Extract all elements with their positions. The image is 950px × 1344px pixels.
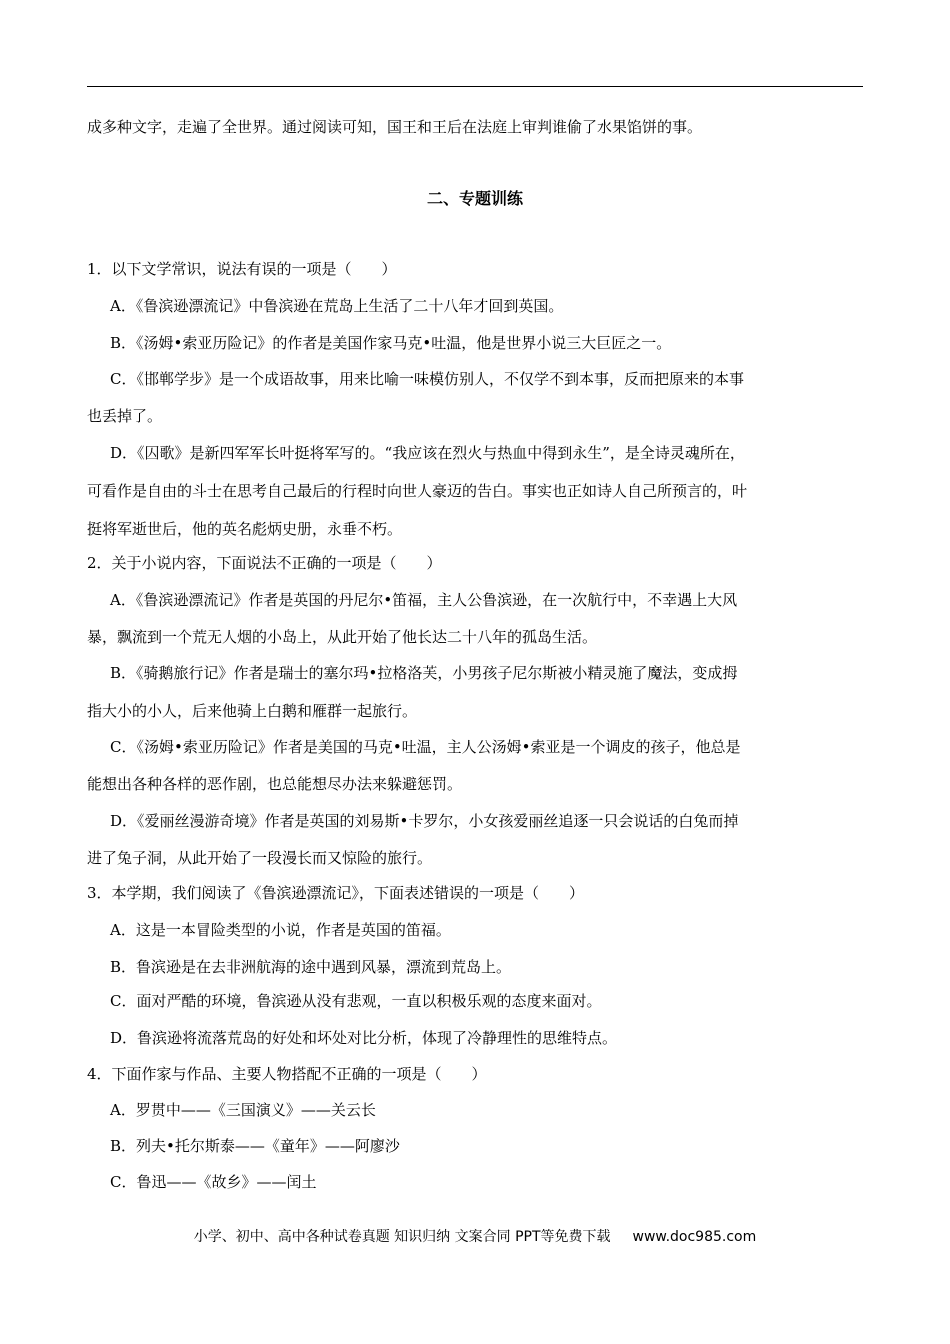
q4-option-b: B．列夫•托尔斯泰——《童年》——阿廖沙 [110,1137,400,1155]
q4-stem: 4．下面作家与作品、主要人物搭配不正确的一项是（ ） [87,1065,487,1083]
q2-option-c-cont: 能想出各种各样的恶作剧，也总能想尽办法来躲避惩罚。 [87,775,463,793]
q4-option-a: A．罗贯中——《三国演义》——关云长 [110,1101,376,1119]
q2-stem: 2．关于小说内容，下面说法不正确的一项是（ ） [87,554,442,572]
q2-option-d: D．《爱丽丝漫游奇境》作者是英国的刘易斯•卡罗尔，小女孩爱丽丝追逐一只会说话的白兔而掉 [110,812,739,830]
q2-option-a: A．《鲁滨逊漂流记》作者是英国的丹尼尔•笛福，主人公鲁滨逊，在一次航行中，不幸遇上大风 [110,591,738,609]
q2-option-d-cont: 进了兔子洞，从此开始了一段漫长而又惊险的旅行。 [87,849,433,867]
q1-option-b: B．《汤姆•索亚历险记》的作者是美国作家马克•吐温，他是世界小说三大巨匠之一。 [110,334,672,352]
q3-option-b: B．鲁滨逊是在去非洲航海的途中遇到风暴，漂流到荒岛上。 [110,958,512,976]
q2-option-c: C．《汤姆•索亚历险记》作者是美国的马克•吐温，主人公汤姆•索亚是一个调皮的孩子，他总是 [110,738,741,756]
q3-stem: 3．本学期，我们阅读了《鲁滨逊漂流记》，下面表述错误的一项是（ ） [87,884,585,902]
q1-option-d: D．《囚歌》是新四军军长叶挺将军写的。“我应该在烈火与热血中得到永生”，是全诗灵魂所在， [110,444,745,462]
footer-url[interactable]: www.doc985.com [632,1229,757,1245]
q2-option-a-cont: 暴，飘流到一个荒无人烟的小岛上，从此开始了他长达二十八年的孤岛生活。 [87,628,598,646]
q3-option-d: D．鲁滨逊将流落荒岛的好处和坏处对比分析，体现了冷静理性的思维特点。 [110,1029,618,1047]
section-title: 二、专题训练 [426,189,523,208]
q2-option-b: B．《骑鹅旅行记》作者是瑞士的塞尔玛•拉格洛芙，小男孩子尼尔斯被小精灵施了魔法，变成拇 [110,664,738,682]
q1-stem: 1．以下文学常识，说法有误的一项是（ ） [87,260,397,278]
q1-option-a: A．《鲁滨逊漂流记》中鲁滨逊在荒岛上生活了二十八年才回到英国。 [110,297,564,315]
intro-line: 成多种文字，走遍了全世界。通过阅读可知，国王和王后在法庭上审判谁偷了水果馅饼的事。 [87,118,703,136]
q2-option-b-cont: 指大小的小人，后来他骑上白鹅和雁群一起旅行。 [87,702,418,720]
q1-option-c: C．《邯郸学步》是一个成语故事，用来比喻一味模仿别人，不仅学不到本事，反而把原来的本事 [110,370,744,388]
page-footer [0,1227,950,1247]
footer-text: 小学、初中、高中各种试卷真题 知识归纳 文案合同 PPT等免费下载 [193,1229,611,1245]
q3-option-c: C．面对严酷的环境，鲁滨逊从没有悲观，一直以积极乐观的态度来面对。 [110,992,602,1010]
q1-option-d-cont: 挺将军逝世后，他的英名彪炳史册，永垂不朽。 [87,520,403,538]
q1-option-c-cont: 也丢掉了。 [87,407,163,425]
header-rule [87,86,863,87]
q3-option-a: A．这是一本冒险类型的小说，作者是英国的笛福。 [110,921,451,939]
q4-option-c: C．鲁迅——《故乡》——闰土 [110,1173,317,1191]
q1-option-d-cont: 可看作是自由的斗士在思考自己最后的行程时向世人豪迈的告白。事实也正如诗人自己所预言的，叶 [87,482,748,500]
